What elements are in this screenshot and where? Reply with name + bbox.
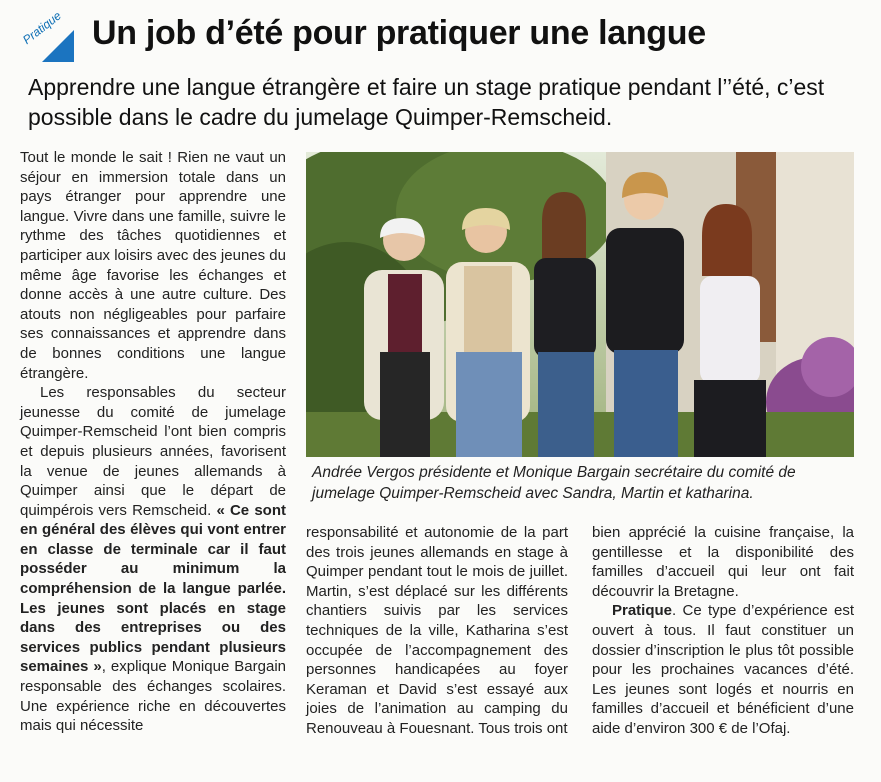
paragraph-pratique — [592, 601, 854, 738]
photo-caption: Andrée Vergos présidente et Monique Bargain secrétaire du comité de jumelage Quimper-Remscheid avec Sandra, Martin et katharina. — [312, 464, 796, 502]
section-tag-label: Pratique — [20, 8, 64, 48]
quote-text: « Ce sont en général des élèves qui vont entrer en classe de terminale car il faut posséder au minimum la compréhension de la langue parlée. Les jeunes sont placés en stage dans des entreprises ou des services publics pendant plusieurs semaines » — [20, 501, 286, 676]
paragraph-stage: responsabilité et autonomie de la part des trois jeunes allemands en stage à Quimper pendant tout le mois de juillet. Martin, s’est déplacé sur les différents chantiers suivis par les services techniques de la ville, Katharina s’est occupée de l’accompagnement des personnes handicapées au foyer Keraman et David s’est essayé aux joies de l’animation au camping du Renouveau à Fouesnant. Tous trois ont — [306, 524, 568, 737]
group-photo-icon — [306, 152, 854, 457]
article-title: Un job d’été pour pratiquer une langue — [92, 14, 706, 52]
paragraph-intro: Tout le monde le sait ! Rien ne vaut un séjour en immersion totale dans un pays étranger pour apprendre une langue. Vivre dans une famille, suivre le rythme des tâches quotidiennes et participer aux loisirs avec des jeunes du même âge favorise les échanges et donne accès à une autre culture. Des atouts non négligeables pour parfaire ses connaissances et apprendre dans de bonnes conditions une langue étrangère. — [20, 149, 286, 382]
paragraph-responsables — [20, 383, 286, 736]
article-photo — [306, 152, 854, 457]
paragraph-responsables-end: , explique Monique Bargain responsable des échanges scolaires. Une expérience riche en découvertes mais qui nécessite — [20, 658, 286, 735]
article-lead: Apprendre une langue étrangère et faire un stage pratique pendant l’’été, c’est possible dans le cadre du jumelage Quimper-Remscheid. — [28, 74, 825, 130]
column-2 — [306, 523, 568, 739]
pratique-text: . Ce type d’expérience est ouvert à tous. Il faut constituer un dossier d’inscription le plus tôt possible pour les prochaines vacances d’été. Les jeunes sont logés et nourris en familles d’accueil et bénéficient d’une aide d’environ 300 € de l’Ofaj. — [592, 602, 854, 737]
column-3 — [592, 523, 854, 739]
paragraph-responsables-start: Les responsables du secteur jeunesse du comité de jumelage Quimper-Remscheid l’ont bien compris et depuis plusieurs années, favorisent la venue de jeunes allemands à Quimper ainsi que le départ de quimpérois vers Remscheid. — [20, 384, 286, 519]
pratique-label: Pratique — [612, 602, 673, 620]
section-tag — [18, 8, 76, 64]
paragraph-cuisine: bien apprécié la cuisine française, la gentillesse et la disponibilité des familles d’accueil qui leur ont fait découvrir la Bretagne. — [592, 524, 854, 600]
column-1 — [20, 148, 286, 736]
